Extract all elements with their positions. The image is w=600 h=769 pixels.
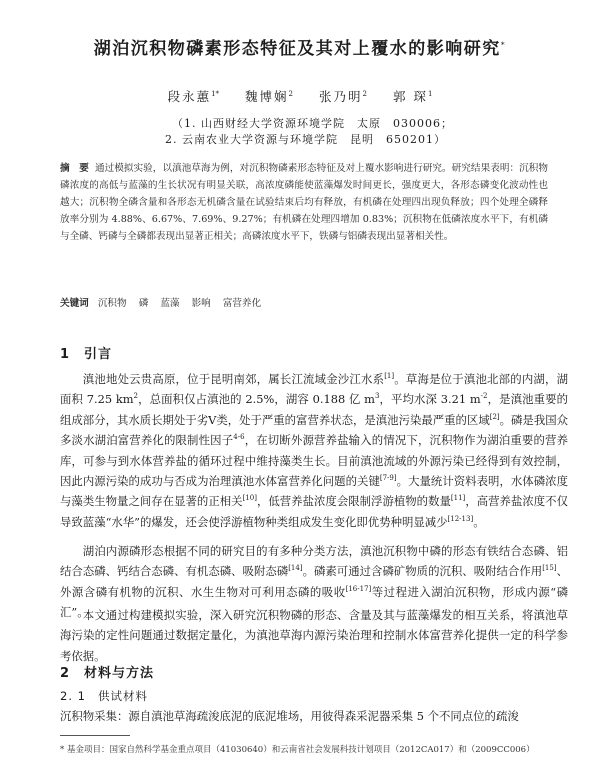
keyword: 蓝藻 xyxy=(160,298,180,309)
author: 张乃明$^2$ xyxy=(319,89,367,104)
author: 段永蕙$^{1*}$ xyxy=(167,89,220,104)
intro-paragraph-3: 本文通过构建模拟实验，深入研究沉积物磷的形态、含量及其与蓝藻爆发的相互关系，将滇池草海污染的定性问题通过数据定量化，为滇池草海内源污染治理和控制水体富营养化提供一定的科学参考依据。 xyxy=(60,608,568,663)
author: 魏博娴$^2$ xyxy=(245,89,294,104)
title-footnote-mark: * xyxy=(500,40,507,50)
section-heading-materials-methods: 2 材料与方法 xyxy=(60,666,155,681)
affiliation-2: 2. 云南农业大学资源与环境学院 昆明 650201） xyxy=(165,133,446,146)
keyword: 富营养化 xyxy=(222,298,262,309)
keyword: 沉积物 xyxy=(97,298,127,309)
affiliation-1: （1. 山西财经大学资源环境学院 太原 030006； xyxy=(172,117,453,130)
abstract-text: 通过模拟实验，以滇池草海为例，对沉积物磷素形态特征及对上覆水影响进行研究。研究结果表明：沉积物磷浓度的高低与蓝藻的生长状况有明显关联，高浓度磷能使蓝藻爆发时间更长，强度更大，各形态磷变化波动性也越大；沉积物全磷含量和各形态无机磷含量在试验结束后均有释放，有机磷在处理四出现负释放；四个处理全磷释放率分别为 4.88%、6.67%、7.69%、9.27%；有机磷在处理四增加 0.83%；沉积物在低磷浓度水平下，有机磷与全磷、钙磷与全磷都表现出显著正相关；高磷浓度水平下，铁磷与铝磷表现出显著相关性。 xyxy=(60,163,549,242)
footnote-funding: * 基金项目：国家自然科学基金重点项目（41030640）和云南省社会发展科技计划项目（2012CA017）和（2009CC006） xyxy=(60,745,535,755)
author: 郭 琛$^1$ xyxy=(392,89,433,104)
abstract-label: 摘 要 xyxy=(60,163,89,174)
methods-paragraph-1: 沉积物采集：源自滇池草海疏浚底泥的底泥堆场，用彼得森采泥器采集 5 个不同点位的疏浚 xyxy=(60,709,519,723)
intro-paragraph-1: 滇池地处云贵高原，位于昆明南郊，属长江流域金沙江水系[1]。草海是位于滇池北部的内湖，湖面积 7.25 $km^2$，总面积仅占滇池的 2.5%，湖容 0.188 亿 $m^3$，平均水深 3.21 $m^{-2}$，是滇池重要的组成部分，其水质长期处于劣Ⅴ类，处于严重的富营养状态，是滇池污染最严重的区域[2]。磷是我国众多淡水湖泊富营养化的限制性因子$^{4-6}$，在切断外源营养盐输入的情况下，沉积物作为湖泊重要的营养库，可参与到水体营养盐的循环过程中维持藻类生长。目前滇池流域的外源污染已经得到有效控制，因此内源污染的成功与否成为治理滇池水体富营养化问题的关键[7-9]。大量统计资料表明，水体磷浓度与藻类生物量之间存在显著的正相关[10]，低营养盐浓度会限制浮游植物的数量[11]，高营养盐浓度不仅导致蓝藻“水华”的爆发，还会使浮游植物种类组成发生变化即优势种明显减少[12-13]。 xyxy=(60,372,568,529)
keyword: 磷 xyxy=(138,298,149,309)
intro-paragraph-2: 湖泊内源磷形态根据不同的研究目的有多种分类方法，滇池沉积物中磷的形态有铁结合态磷、铝结合态磷、钙结合态磷、有机态磷、吸附态磷[14]。磷素可通过含磷矿物质的沉积、吸附结合作用[15]、外源含磷有机物的沉积、水生生物对可利用态磷的吸收[16-17]等过程进入湖泊沉积物，形成内源“磷汇”。 xyxy=(60,544,568,620)
section-heading-introduction: 1 引言 xyxy=(60,347,113,362)
paper-title: 湖泊沉积物磷素形态特征及其对上覆水的影响研究* xyxy=(93,39,507,59)
footnote-divider xyxy=(60,735,130,736)
author-list xyxy=(0,87,600,105)
subsection-heading-materials: 2. 1 供试材料 xyxy=(60,689,148,703)
abstract xyxy=(60,160,548,245)
keywords-label: 关键词 xyxy=(60,298,89,309)
keywords xyxy=(60,295,548,309)
keyword: 影响 xyxy=(191,298,211,309)
